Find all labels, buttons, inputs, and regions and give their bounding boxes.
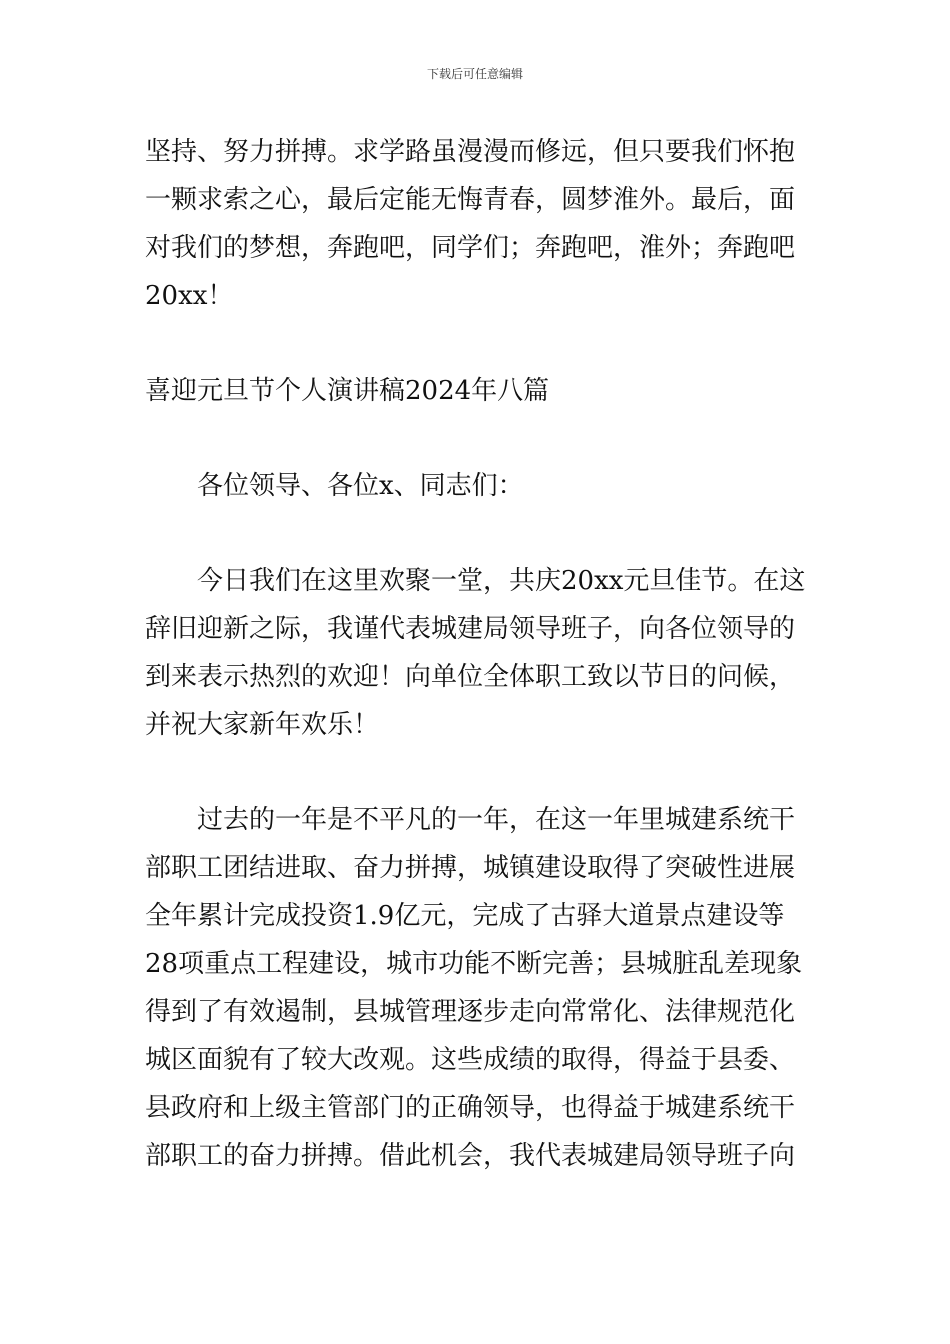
text-line: 并祝大家新年欢乐！ <box>145 710 380 740</box>
text-line: 部职工的奋力拼搏。借此机会，我代表城建局领导班子向 <box>145 1141 796 1171</box>
salutation-text: 各位领导、各位x、同志们： <box>197 471 524 501</box>
text-line: 得到了有效遏制，县城管理逐步走向常常化、法律规范化 <box>145 997 796 1027</box>
text-line: 坚持、努力拼搏。求学路虽漫漫而修远，但只要我们怀抱 <box>145 137 796 167</box>
text-line: 城区面貌有了较大改观。这些成绩的取得，得益于县委、 <box>145 1045 796 1075</box>
section-title-text: 喜迎元旦节个人演讲稿2024年八篇 <box>145 376 550 406</box>
text-line: 县政府和上级主管部门的正确领导，也得益于城建系统干 <box>145 1093 796 1123</box>
text-line: 到来表示热烈的欢迎！向单位全体职工致以节日的问候， <box>145 662 796 692</box>
paragraph-greeting <box>145 557 810 749</box>
section-title <box>145 367 810 415</box>
paragraph-salutation <box>145 462 810 510</box>
text-line: 对我们的梦想，奔跑吧，同学们；奔跑吧，淮外；奔跑吧 <box>145 233 796 263</box>
paragraph-closing <box>145 128 810 320</box>
text-line: 全年累计完成投资1.9亿元，完成了古驿大道景点建设等 <box>145 901 785 931</box>
text-line: 部职工团结进取、奋力拼搏，城镇建设取得了突破性进展 <box>145 853 796 883</box>
text-line: 辞旧迎新之际，我谨代表城建局领导班子，向各位领导的 <box>145 614 796 644</box>
text-line: 20xx！ <box>145 281 234 311</box>
paragraph-review <box>145 796 810 1180</box>
text-line: 一颗求索之心，最后定能无悔青春，圆梦淮外。最后，面 <box>145 185 796 215</box>
text-line: 28项重点工程建设，城市功能不断完善；县城脏乱差现象 <box>145 949 803 979</box>
document-body <box>145 128 810 1180</box>
text-line: 过去的一年是不平凡的一年，在这一年里城建系统干 <box>197 805 796 835</box>
page-header-note: 下载后可任意编辑 <box>426 67 523 81</box>
text-line: 今日我们在这里欢聚一堂，共庆20xx元旦佳节。在这 <box>197 566 806 596</box>
